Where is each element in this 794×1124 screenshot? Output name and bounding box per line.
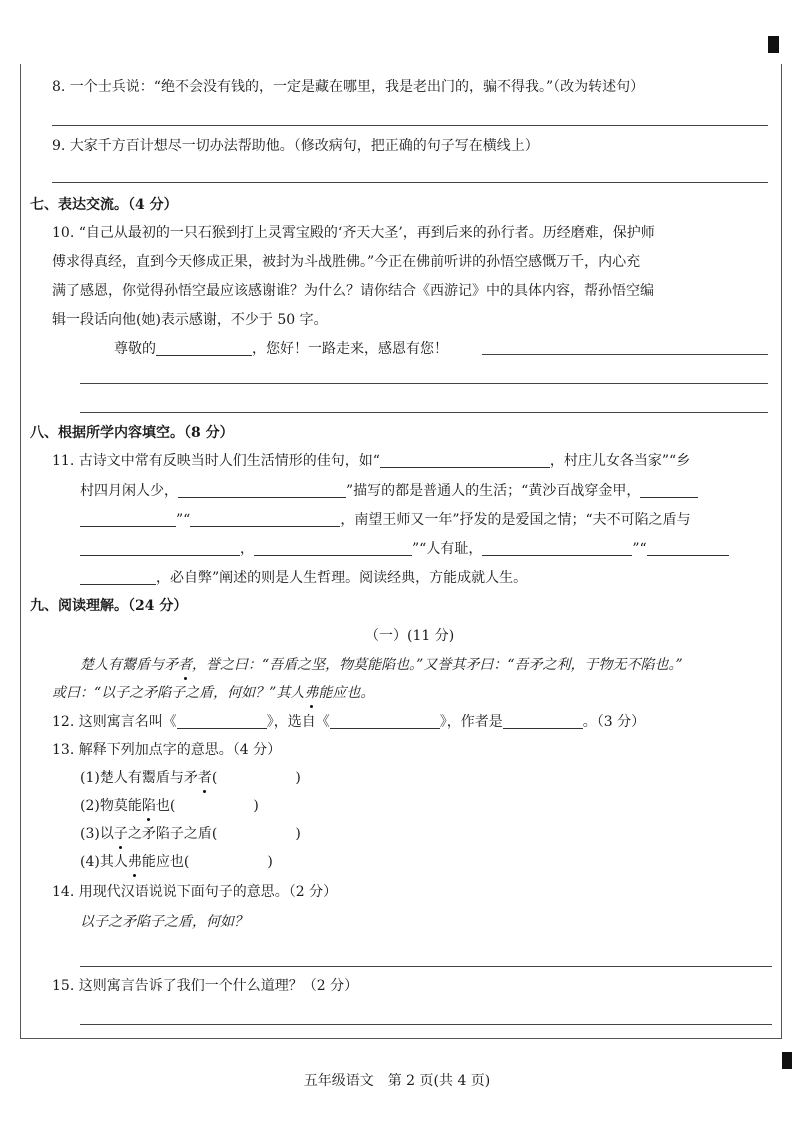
corner-marker-top [768,36,779,53]
letter-line-1-tail[interactable] [482,354,768,355]
q13-4-post: 能应也( [141,854,190,870]
q13-item-2 [80,797,259,815]
passage-2b: 能应也。 [318,685,375,701]
fill-blank-5[interactable] [80,541,240,556]
q13-3-close: ) [295,826,301,842]
q12-d: 。（3 分） [582,714,646,730]
question-13: 13. 解释下列加点字的意思。（4 分） [52,742,282,758]
question-10-line-3: 满了感恩，你觉得孙悟空最应该感谢谁？为什么？请你结合《西游记》中的具体内容，帮孙悟空编 [52,283,654,299]
passage-line-2 [52,684,374,702]
q11-text-3a: ”“ [176,512,191,528]
answer-line-8[interactable] [52,125,768,126]
letter-post: ，您好！一路走来，感恩有您！ [252,341,448,357]
reading-subsection-title: （一）(11 分) [365,628,455,644]
fable-name-blank[interactable] [177,714,267,729]
question-15: 15. 这则寓言告诉了我们一个什么道理？（2 分） [52,978,359,994]
q13-item-4 [80,853,273,871]
section-8-title: 八、根据所学内容填空。（8 分） [30,425,234,441]
fill-blank-8[interactable] [647,541,729,556]
letter-salutation [114,340,448,358]
question-14: 14. 用现代汉语说说下面句子的意思。（2 分） [52,884,338,900]
q13-2-dot: 陷 [141,798,156,814]
fill-blank-8b[interactable] [80,570,156,585]
letter-line-3[interactable] [80,412,768,413]
fill-blank-2[interactable] [178,483,346,498]
question-11-line-3 [80,511,691,529]
q13-2-pre: (2)物莫能 [80,798,142,814]
question-10-line-1: 10. “自己从最初的一只石猴到打上灵霄宝殿的‘齐天大圣’，再到后来的孙行者。历经磨难，保护师 [52,225,655,241]
question-10-line-4: 辑一段话向他(她)表示感谢，不少于 50 字。 [52,312,328,328]
question-11-line-2 [80,482,698,500]
fill-blank-4[interactable] [190,512,340,527]
q13-3-post: 之矛陷子之盾( [127,826,218,842]
question-11-line-5 [80,569,527,587]
q13-1-post: ( [211,770,218,786]
q13-item-3 [80,825,301,843]
question-12 [52,713,645,731]
q13-2-post: 也( [155,798,176,814]
q11-text-4b: ”“人有耻， [412,541,483,557]
page-footer: 五年级语文 第 2 页(共 4 页) [303,1073,491,1089]
q13-1-dot: 者 [197,770,212,786]
q13-1-close: ) [295,770,301,786]
fill-blank-7[interactable] [482,541,632,556]
section-7-title: 七、表达交流。（4 分） [30,197,178,213]
question-11-line-4 [80,540,729,558]
answer-line-15[interactable] [80,1024,772,1025]
passage-1b: ，誉之曰：“吾盾之坚，物莫能陷也。”又誉其矛曰：“吾矛之利，于物无不陷也。” [192,657,683,673]
q13-4-dot: 弗 [127,854,142,870]
section-9-title: 九、阅读理解。（24 分） [30,598,188,614]
answer-line-9[interactable] [52,182,768,183]
question-10-line-2: 傅求得真经，直到今天修成正果，被封为斗战胜佛。”今正在佛前听讲的孙悟空感慨万千，内心充 [52,254,641,270]
q11-text-4a: ， [240,541,254,557]
letter-pre: 尊敬的 [114,341,156,357]
answer-line-14[interactable] [80,966,772,967]
q11-text-4c: ”“ [632,541,647,557]
letter-line-2[interactable] [80,383,768,384]
q14-quote: 以子之矛陷子之盾，何如？ [80,914,248,930]
source-blank[interactable] [330,714,440,729]
passage-dot-2: 弗 [304,685,319,701]
author-blank[interactable] [503,714,583,729]
question-11-line-1 [52,452,690,470]
passage-2a: 或曰：“以子之矛陷子之盾，何如？”其人 [52,685,305,701]
q11-text-2a: 村四月闲人少， [80,483,178,499]
q13-1-pre: (1)楚人有鬻盾与矛 [80,770,198,786]
q12-c: 》，作者是 [439,714,503,730]
q11-text-2b: ”描写的都是普通人的生活；“黄沙百战穿金甲， [346,483,641,499]
passage-1a: 楚人有鬻盾与矛 [80,657,178,673]
question-9: 9. 大家千方百计想尽一切办法帮助他。（修改病句，把正确的句子写在横线上） [52,138,539,154]
q11-text-5b: ，必自弊”阐述的则是人生哲理。阅读经典，方能成就人生。 [156,570,528,586]
q12-b: 》，选自《 [266,714,330,730]
q13-4-close: ) [267,854,273,870]
fill-blank-1[interactable] [380,453,550,468]
q13-3-dot: 子 [113,826,128,842]
q13-item-1 [80,769,301,787]
q13-4-pre: (4)其人 [80,854,128,870]
q13-2-close: ) [253,798,259,814]
q12-a: 12. 这则寓言名叫《 [52,714,177,730]
fill-blank-6[interactable] [254,541,412,556]
q11-text-1a: 11. 古诗文中常有反映当时人们生活情形的佳句，如“ [52,453,380,469]
q11-text-1b: ，村庄儿女各当家”“乡 [549,453,691,469]
q13-3-pre: (3)以 [80,826,114,842]
corner-marker-bottom [782,1052,792,1069]
fill-blank-3b[interactable] [80,512,176,527]
passage-line-1 [80,656,683,674]
question-8: 8. 一个士兵说：“绝不会没有钱的，一定是藏在哪里，我是老出门的，骗不得我。”（改为转述句） [52,79,645,95]
passage-dot-1: 者 [178,657,192,673]
fill-blank-3[interactable] [640,483,698,498]
q11-text-3b: ，南望王师又一年”抒发的是爱国之情；“夫不可陷之盾与 [340,512,691,528]
recipient-blank[interactable] [156,341,252,356]
